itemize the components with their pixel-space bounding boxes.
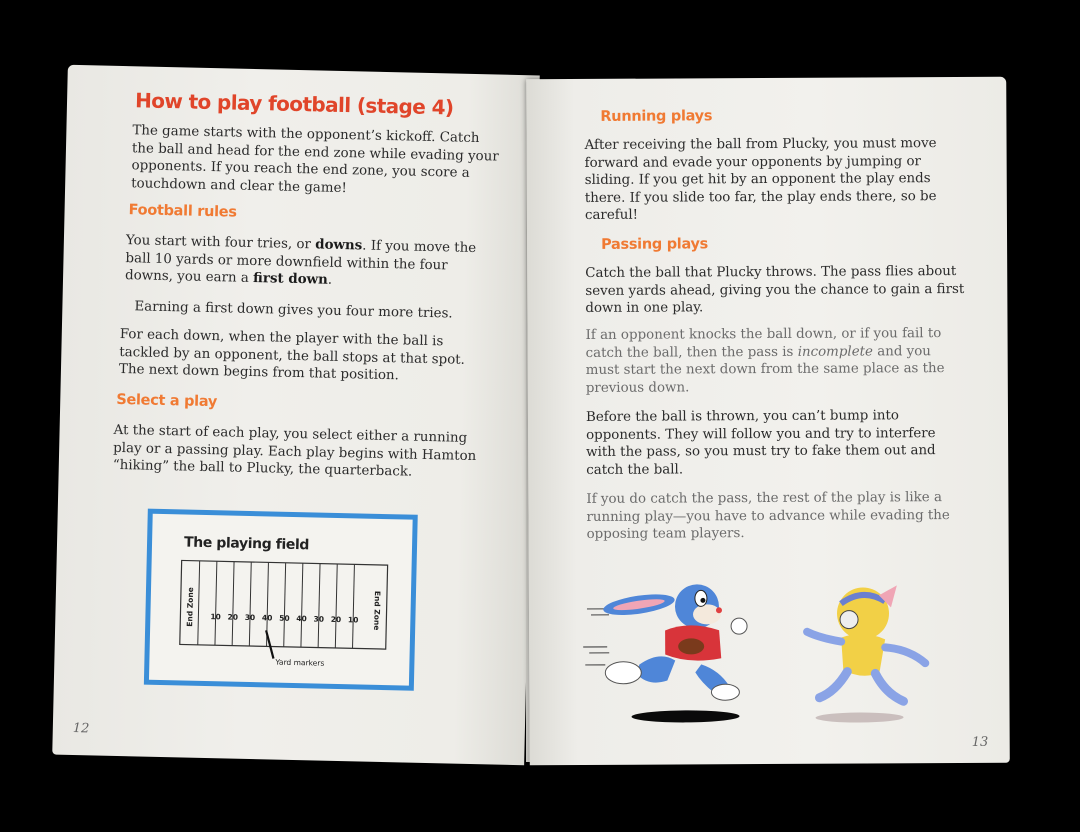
rules-paragraph-3: For each down, when the player with the ball is tackled by an opponent, the ball stops at that spot. The next down begins from that position. bbox=[118, 326, 466, 384]
playing-field-graphic bbox=[149, 514, 413, 686]
page-number-left: 12 bbox=[72, 721, 90, 737]
football-rules-heading: Football rules bbox=[128, 202, 237, 221]
yard-number: 40 bbox=[261, 613, 273, 623]
page-number-right: 13 bbox=[971, 734, 989, 750]
chasing-cat-character bbox=[807, 585, 926, 723]
yard-line bbox=[232, 562, 234, 646]
incomplete-term: incomplete bbox=[797, 344, 873, 360]
yard-line bbox=[353, 564, 355, 648]
yard-lines bbox=[198, 561, 355, 648]
playing-field-diagram bbox=[144, 509, 418, 691]
yard-line bbox=[215, 561, 217, 645]
speed-lines-graphic bbox=[583, 609, 613, 665]
running-plays-paragraph: After receiving the ball from Plucky, you must move forward and evade your opponents by jumping or sliding. If you get hit by an opponent the play ends there. If you slide too far, the play ends there, so be careful! bbox=[584, 136, 937, 224]
end-zone-left-label: End Zone bbox=[185, 587, 196, 627]
downs-term: downs bbox=[314, 236, 363, 254]
yard-number: 30 bbox=[244, 612, 256, 623]
page-title: How to play football (stage 4) bbox=[134, 88, 454, 120]
select-a-play-heading: Select a play bbox=[116, 391, 218, 411]
passing-plays-heading: Passing plays bbox=[601, 236, 709, 253]
yard-number: 20 bbox=[330, 614, 342, 625]
passing-paragraph-3: Before the ball is thrown, you can’t bump into opponents. They will follow you and try to interfere with the pass, so you must try to fake them out and catch the ball. bbox=[585, 408, 936, 478]
yard-number: 20 bbox=[227, 612, 239, 622]
select-play-paragraph: At the start of each play, you select either a running play or a passing play. Each play begins with Hamton “hiking” the ball to Plucky, the quarterback. bbox=[112, 422, 477, 480]
yard-markers-label: Yard markers bbox=[275, 657, 325, 668]
first-down-term: first down bbox=[252, 270, 329, 288]
running-bunny-character bbox=[602, 584, 748, 701]
intro-paragraph: The game starts with the opponent’s kickoff. Catch the ball and head for the end zone while evading your opponents. If you reach the end zone, you score a touchdown and clear the game! bbox=[131, 123, 499, 196]
passing-paragraph-1: Catch the ball that Plucky throws. The pass flies about seven yards ahead, giving you the chance to gain a first down in one play. bbox=[585, 264, 965, 317]
running-plays-heading: Running plays bbox=[600, 108, 713, 125]
yard-number: 10 bbox=[347, 615, 359, 625]
playing-field-title: The playing field bbox=[183, 534, 310, 554]
yard-number: 50 bbox=[279, 613, 290, 623]
rules-paragraph-1: You start with four tries, or downs. If you move the ball 10 yards or more downfield within the four downs, you earn a first down. bbox=[124, 233, 477, 288]
yard-number: 10 bbox=[210, 612, 221, 622]
rules-paragraph-2: Earning a first down gives you four more tries. bbox=[134, 299, 453, 322]
yard-line bbox=[335, 564, 337, 648]
left-page bbox=[52, 65, 540, 766]
yard-number: 30 bbox=[313, 614, 325, 624]
end-zone-right-label: End Zone bbox=[372, 590, 383, 631]
yard-line bbox=[249, 562, 251, 646]
yard-line bbox=[318, 564, 320, 648]
redaction-blot bbox=[632, 710, 740, 723]
yard-line bbox=[301, 563, 303, 647]
yard-line bbox=[198, 561, 200, 645]
right-page bbox=[526, 77, 1010, 766]
passing-paragraph-2: If an opponent knocks the ball down, or if you fail to catch the ball, then the pass is incomplete and you must start the next down from the same place as the previous down. bbox=[585, 326, 945, 396]
cartoon-illustration bbox=[579, 567, 980, 729]
yard-line bbox=[284, 563, 286, 647]
passing-paragraph-4: If you do catch the pass, the rest of the play is like a running play—you have to advance while evading the opposing team players. bbox=[586, 490, 950, 543]
yard-number: 40 bbox=[296, 614, 307, 624]
